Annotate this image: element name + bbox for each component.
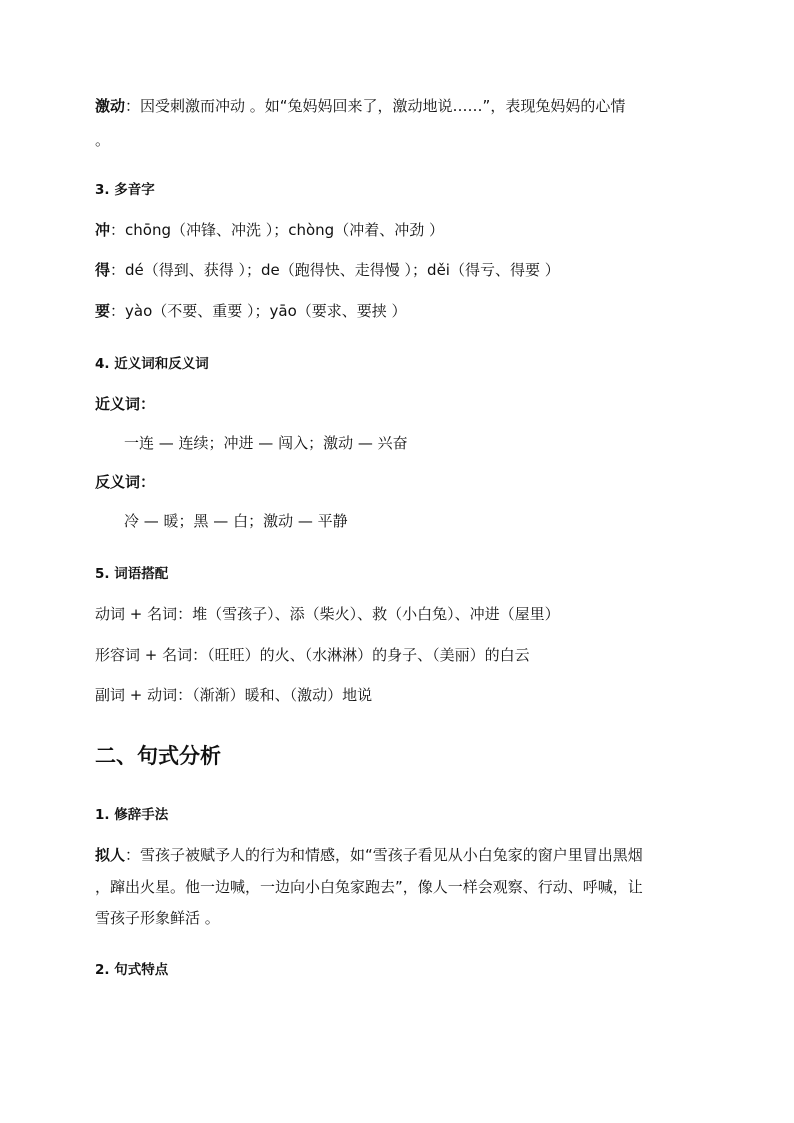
antonym-label: 反义词： — [95, 473, 156, 491]
collocation-adj-noun: 形容词 + 名词：（旺旺）的火、（水淋淋）的身子、（美丽）的白云 — [95, 646, 530, 664]
synonym-list: 一连 — 连续；冲进 — 闯入；激动 — 兴奋 — [124, 434, 408, 452]
personification-line-2: ，蹿出火星。他一边喊，一边向小白兔家跑去”，像人一样会观察、行动、呼喊，让 — [95, 878, 643, 896]
heading-rhetoric: 1. 修辞手法 — [95, 807, 169, 823]
char-de: 得 — [95, 261, 111, 279]
personification-text: ：雪孩子被赋予人的行为和情感，如“雪孩子看见从小白兔家的窗户里冒出黑烟 — [125, 846, 643, 864]
heading-polyphone: 3. 多音字 — [95, 182, 155, 198]
char-yao: 要 — [95, 302, 111, 320]
char-chong: 冲 — [95, 221, 111, 239]
collocation-adv-verb: 副词 + 动词：（渐渐）暖和、（激动）地说 — [95, 686, 373, 704]
term-personification: 拟人 — [95, 846, 126, 864]
personification-line-1 — [95, 845, 643, 865]
collocation-verb-noun: 动词 + 名词：堆（雪孩子）、添（柴火）、救（小白兔）、冲进（屋里） — [95, 605, 560, 623]
polyphone-yao-text: ：yào（不要、重要 ）；yāo（要求、要挟 ） — [110, 302, 407, 320]
polyphone-chong — [95, 220, 444, 240]
term-jidong: 激动 — [95, 97, 126, 115]
personification-line-3: 雪孩子形象鲜活 。 — [95, 909, 220, 927]
polyphone-de-text: ：dé（得到、获得 ）；de（跑得快、走得慢 ）；děi（得亏、得要 ） — [110, 261, 560, 279]
synonym-label: 近义词： — [95, 395, 156, 413]
polyphone-chong-text: ：chōng（冲锋、冲洗 ）；chòng（冲着、冲劲 ） — [110, 221, 444, 239]
polyphone-yao — [95, 301, 407, 321]
polyphone-de — [95, 260, 560, 280]
heading-sentence-features: 2. 句式特点 — [95, 962, 169, 978]
antonym-list: 冷 — 暖；黑 — 白；激动 — 平静 — [124, 512, 348, 530]
heading-collocation: 5. 词语搭配 — [95, 566, 169, 582]
definition-jidong — [95, 96, 625, 116]
heading-synonym-antonym: 4. 近义词和反义词 — [95, 356, 209, 372]
section-title-sentence-analysis: 二、句式分析 — [95, 744, 221, 768]
definition-continuation: 。 — [95, 131, 111, 149]
definition-text: ：因受刺激而冲动 。如“兔妈妈回来了，激动地说……”，表现兔妈妈的心情 — [125, 97, 626, 115]
